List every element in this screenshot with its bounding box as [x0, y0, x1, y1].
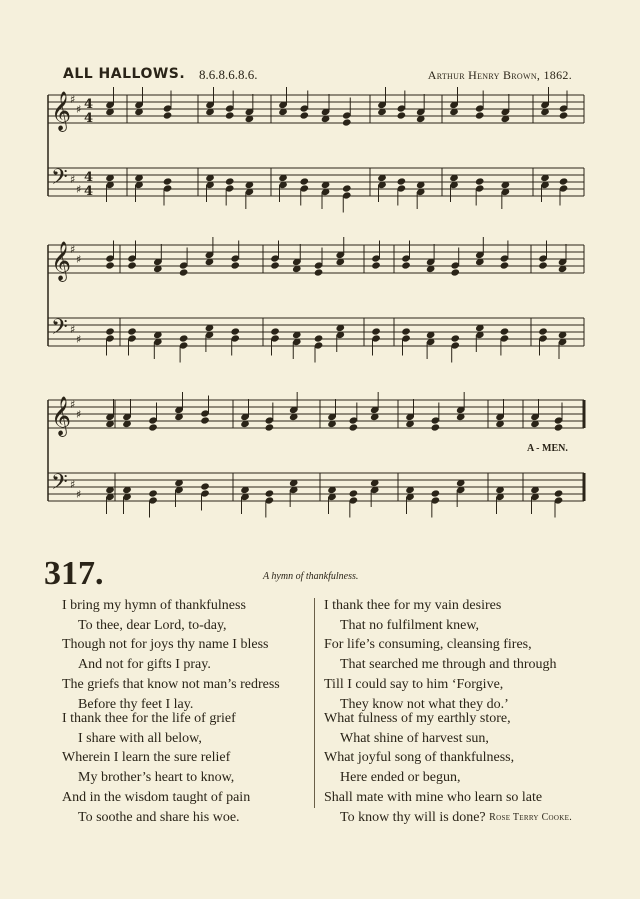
- sharp-sign: ♯: [70, 398, 76, 411]
- hymn-author: Rose Terry Cooke.: [489, 812, 572, 823]
- note-head: [225, 111, 235, 119]
- hymn-number: 317.: [44, 555, 104, 592]
- tune-name: ALL HALLOWS.: [63, 66, 186, 82]
- verse-line: That searched me through and through: [340, 657, 557, 673]
- note-head: [554, 489, 564, 497]
- note-head: [342, 118, 352, 126]
- time-signature: 4: [84, 111, 94, 126]
- note-head: [179, 334, 189, 342]
- verse-line: The griefs that know not man’s redress: [62, 676, 280, 692]
- note-head: [559, 177, 569, 185]
- verse-line: To know thy will is done?: [340, 809, 486, 825]
- note-head: [450, 334, 460, 342]
- note-head: [265, 423, 275, 431]
- sharp-sign: ♯: [70, 173, 76, 186]
- sharp-sign: ♯: [70, 478, 76, 491]
- note-head: [270, 327, 280, 335]
- note-head: [127, 327, 137, 335]
- verse-line: And not for gifts I pray.: [78, 657, 211, 673]
- note-head: [371, 261, 381, 269]
- sharp-sign: ♯: [76, 488, 82, 501]
- treble-clef: 𝄞: [51, 396, 72, 436]
- note-head: [314, 334, 324, 342]
- verse-line: Shall mate with mine who learn so late: [324, 789, 543, 805]
- note-head: [500, 327, 510, 335]
- sharp-sign: ♯: [76, 253, 82, 266]
- time-signature: 4: [84, 170, 94, 185]
- note-head: [538, 327, 548, 335]
- bass-clef: 𝄢: [51, 470, 68, 500]
- note-head: [299, 111, 309, 119]
- note-head: [163, 177, 173, 185]
- verse-line: Here ended or begun,: [340, 770, 461, 786]
- verse-line: My brother’s heart to know,: [78, 770, 235, 786]
- note-head: [179, 268, 189, 276]
- note-head: [148, 423, 158, 431]
- bass-clef: 𝄢: [51, 315, 68, 345]
- note-head: [475, 111, 485, 119]
- sharp-sign: ♯: [76, 103, 82, 116]
- note-head: [475, 177, 485, 185]
- verse-line: They know not what they do.’: [340, 696, 509, 712]
- note-head: [200, 416, 210, 424]
- note-head: [200, 482, 210, 490]
- verse-line: To soothe and share his woe.: [78, 809, 240, 825]
- note-head: [265, 489, 275, 497]
- verse-line: For life’s consuming, cleansing fires,: [324, 637, 532, 653]
- sharp-sign: ♯: [76, 333, 82, 346]
- sharp-sign: ♯: [76, 183, 82, 196]
- verse-line: I bring my hymn of thankfulness: [62, 598, 246, 613]
- treble-clef: 𝄞: [51, 91, 72, 131]
- note-head: [230, 261, 240, 269]
- note-head: [163, 111, 173, 119]
- tune-composer: Arthur Henry Brown, 1862.: [427, 68, 572, 82]
- verse-line: To thee, dear Lord, to-day,: [78, 617, 227, 633]
- stanza-2: [62, 709, 250, 827]
- note-head: [500, 261, 510, 269]
- stanza-1: [62, 596, 280, 714]
- treble-clef: 𝄞: [51, 241, 72, 281]
- note-head: [314, 268, 324, 276]
- sharp-sign: ♯: [70, 243, 76, 256]
- verse-line: That no fulfilment knew,: [340, 617, 480, 633]
- hymn-subtitle: A hymn of thankfulness.: [263, 571, 359, 582]
- note-head: [225, 177, 235, 185]
- note-head: [105, 261, 115, 269]
- note-head: [148, 489, 158, 497]
- stanza-3: [324, 596, 557, 714]
- note-head: [431, 489, 441, 497]
- note-head: [349, 489, 359, 497]
- sharp-sign: ♯: [70, 323, 76, 336]
- verse-line: Though not for joys thy name I bless: [62, 637, 269, 653]
- note-head: [397, 111, 407, 119]
- verse-line: I thank thee for the life of grief: [62, 711, 236, 726]
- note-head: [397, 177, 407, 185]
- note-head: [299, 177, 309, 185]
- verse-line: I thank thee for my vain desires: [324, 598, 502, 613]
- note-head: [371, 327, 381, 335]
- stanza-4: [324, 709, 542, 827]
- verse-line: What joyful song of thankfulness,: [324, 750, 515, 766]
- verse-line: What shine of harvest sun,: [340, 730, 489, 746]
- note-head: [342, 184, 352, 192]
- time-signature: 4: [84, 97, 94, 112]
- note-head: [538, 261, 548, 269]
- note-head: [450, 268, 460, 276]
- note-head: [127, 261, 137, 269]
- time-signature: 4: [84, 184, 94, 199]
- note-head: [559, 111, 569, 119]
- verse-line: And in the wisdom taught of pain: [62, 789, 251, 805]
- bass-clef: 𝄢: [51, 165, 68, 195]
- note-head: [270, 261, 280, 269]
- verse-line: Before thy feet I lay.: [78, 696, 194, 712]
- note-head: [230, 327, 240, 335]
- verse-line: Wherein I learn the sure relief: [62, 750, 231, 766]
- note-head: [349, 423, 359, 431]
- column-divider: [314, 598, 315, 808]
- sharp-sign: ♯: [76, 408, 82, 421]
- verse-line: Till I could say to him ‘Forgive,: [324, 676, 504, 692]
- verse-line: What fulness of my earthly store,: [324, 711, 511, 726]
- tune-meter: 8.6.8.6.8.6.: [199, 67, 258, 82]
- amen-label: A - MEN.: [527, 443, 568, 454]
- note-head: [401, 327, 411, 335]
- verse-line: I share with all below,: [78, 730, 202, 746]
- note-head: [401, 261, 411, 269]
- sharp-sign: ♯: [70, 93, 76, 106]
- note-head: [554, 423, 564, 431]
- note-head: [105, 327, 115, 335]
- note-head: [431, 423, 441, 431]
